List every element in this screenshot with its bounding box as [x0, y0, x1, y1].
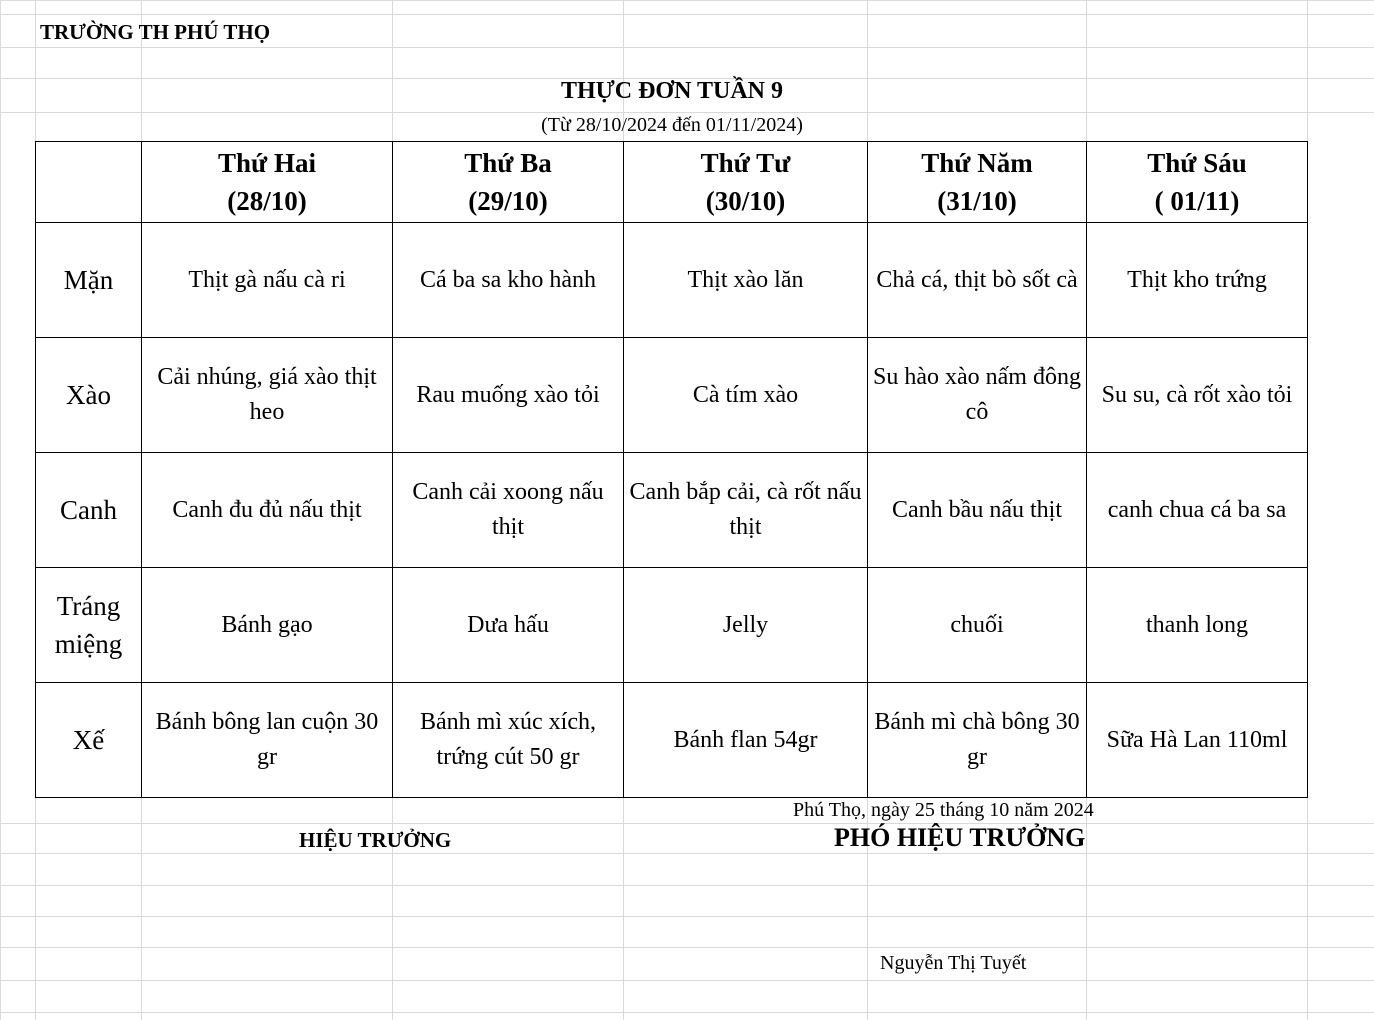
- day-name: Thứ Năm: [921, 148, 1033, 178]
- row-label[interactable]: Mặn: [36, 223, 142, 338]
- corner-cell[interactable]: [36, 142, 142, 223]
- menu-cell[interactable]: Bánh mì chà bông 30 gr: [868, 683, 1087, 798]
- menu-cell[interactable]: Rau muống xào tỏi: [393, 338, 624, 453]
- menu-cell[interactable]: Jelly: [624, 568, 868, 683]
- day-date: (31/10): [937, 186, 1017, 216]
- menu-date-range: (Từ 28/10/2024 đến 01/11/2024): [541, 114, 803, 136]
- menu-row-xao: [36, 338, 1308, 453]
- day-name: Thứ Tư: [700, 148, 791, 178]
- day-date: (30/10): [705, 186, 786, 216]
- menu-cell[interactable]: Bánh gạo: [142, 568, 393, 683]
- header-cell-tuesday[interactable]: [393, 142, 624, 223]
- header-cell-thursday[interactable]: [868, 142, 1087, 223]
- menu-cell[interactable]: Canh đu đủ nấu thịt: [142, 453, 393, 568]
- menu-cell[interactable]: Su su, cà rốt xào tỏi: [1087, 338, 1308, 453]
- header-cell-friday[interactable]: [1087, 142, 1308, 223]
- menu-cell[interactable]: Bánh bông lan cuộn 30 gr: [142, 683, 393, 798]
- menu-row-canh: [36, 453, 1308, 568]
- menu-cell[interactable]: Cà tím xào: [624, 338, 868, 453]
- menu-title: THỰC ĐƠN TUẦN 9: [560, 78, 783, 104]
- menu-cell[interactable]: Canh bắp cải, cà rốt nấu thịt: [624, 453, 868, 568]
- menu-cell[interactable]: Cá ba sa kho hành: [393, 223, 624, 338]
- menu-cell[interactable]: Chả cá, thịt bò sốt cà: [868, 223, 1087, 338]
- row-label[interactable]: Canh: [36, 453, 142, 568]
- menu-cell[interactable]: Bánh flan 54gr: [624, 683, 868, 798]
- header-cell-wednesday[interactable]: [624, 142, 868, 223]
- signer-name: Nguyễn Thị Tuyết: [880, 952, 1027, 974]
- signing-date: Phú Thọ, ngày 25 tháng 10 năm 2024: [793, 799, 1094, 821]
- menu-row-xe: [36, 683, 1308, 798]
- header-cell-monday[interactable]: [142, 142, 393, 223]
- row-label[interactable]: Xào: [36, 338, 142, 453]
- day-name: Thứ Sáu: [1147, 148, 1247, 178]
- day-name: Thứ Ba: [464, 148, 552, 178]
- day-date: (29/10): [468, 186, 548, 216]
- row-label[interactable]: Xế: [36, 683, 142, 798]
- day-name: Thứ Hai: [218, 148, 316, 178]
- weekly-menu-table: [35, 141, 1308, 798]
- header-row: [36, 142, 1308, 223]
- menu-row-trang-mieng: [36, 568, 1308, 683]
- row-label[interactable]: Tráng miệng: [36, 568, 142, 683]
- menu-cell[interactable]: thanh long: [1087, 568, 1308, 683]
- menu-cell[interactable]: Thịt kho trứng: [1087, 223, 1308, 338]
- menu-row-man: [36, 223, 1308, 338]
- menu-cell[interactable]: Thịt xào lăn: [624, 223, 868, 338]
- principal-title: HIỆU TRƯỞNG: [299, 828, 452, 852]
- menu-cell[interactable]: Canh bầu nấu thịt: [868, 453, 1087, 568]
- menu-cell[interactable]: chuối: [868, 568, 1087, 683]
- vice-principal-title: PHÓ HIỆU TRƯỞNG: [834, 823, 1086, 852]
- school-name: TRƯỜNG TH PHÚ THỌ: [40, 20, 271, 44]
- menu-cell[interactable]: Thịt gà nấu cà ri: [142, 223, 393, 338]
- menu-cell[interactable]: Dưa hấu: [393, 568, 624, 683]
- menu-cell[interactable]: Canh cải xoong nấu thịt: [393, 453, 624, 568]
- menu-cell[interactable]: Su hào xào nấm đông cô: [868, 338, 1087, 453]
- menu-cell[interactable]: Cải nhúng, giá xào thịt heo: [142, 338, 393, 453]
- menu-cell[interactable]: Bánh mì xúc xích, trứng cút 50 gr: [393, 683, 624, 798]
- day-date: (28/10): [227, 186, 307, 216]
- menu-cell[interactable]: canh chua cá ba sa: [1087, 453, 1308, 568]
- day-date: ( 01/11): [1154, 186, 1240, 216]
- menu-cell[interactable]: Sữa Hà Lan 110ml: [1087, 683, 1308, 798]
